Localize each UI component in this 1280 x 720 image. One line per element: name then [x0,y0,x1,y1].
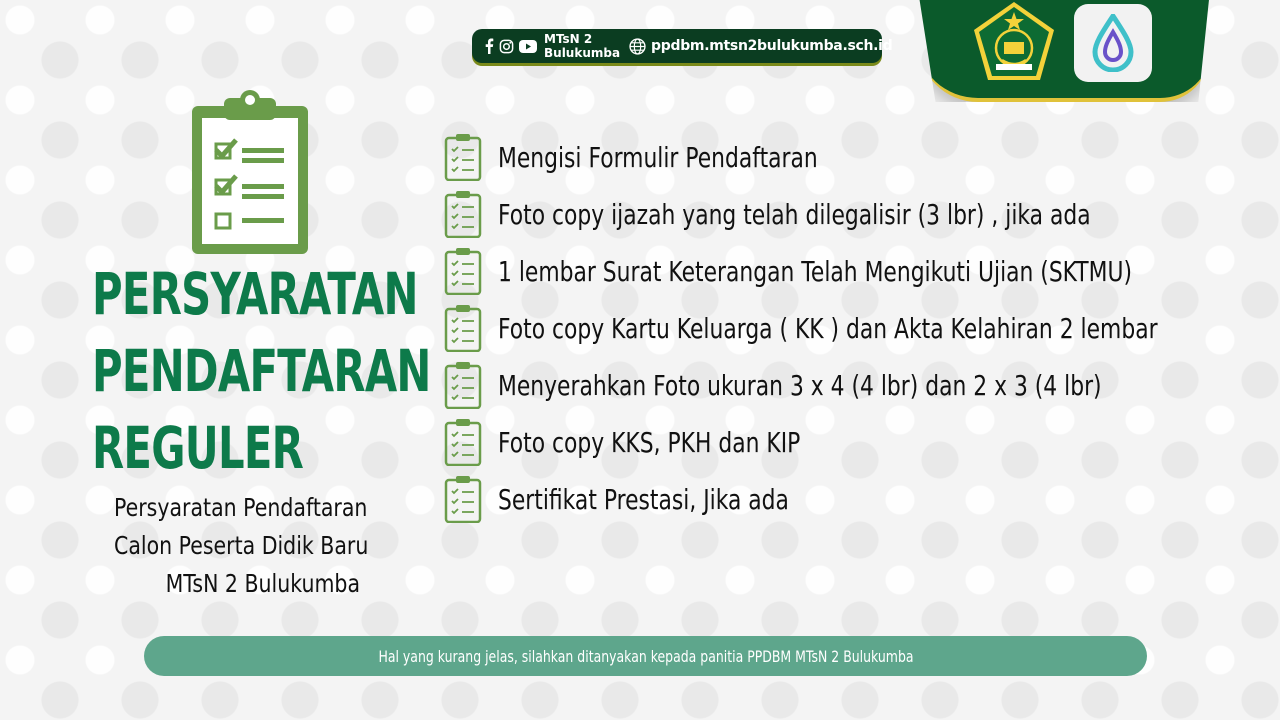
logo-banner [918,0,1210,102]
requirement-text: Foto copy ijazah yang telah dilegalisir (3 lbr) , jika ada [498,197,1091,231]
title-line-2: PENDAFTARAN [92,337,431,405]
title-line-3: REGULER [92,414,304,482]
subtitle [60,489,369,603]
requirement-text: Mengisi Formulir Pendaftaran [498,140,818,174]
small-clipboard-icon [444,190,482,238]
requirement-text: Foto copy Kartu Keluarga ( KK ) dan Akta Kelahiran 2 lembar [498,311,1158,345]
globe-icon [629,38,646,55]
clipboard-checklist-icon [186,88,314,256]
subtitle-line-3: MTsN 2 Bulukumba [165,569,360,598]
page-title [92,256,431,487]
requirement-text: 1 lembar Surat Keterangan Telah Mengikuti Ujian (SKTMU) [498,254,1133,288]
list-item [444,474,871,524]
social-bar [472,29,893,63]
website-link[interactable]: ppdbm.mtsn2bulukumba.sch.id [651,38,893,54]
list-item [444,360,1272,410]
instagram-icon[interactable] [499,39,514,54]
list-item [444,417,886,467]
footer-note [144,636,1147,676]
requirement-text: Foto copy KKS, PKH dan KIP [498,425,801,459]
facebook-icon[interactable] [484,38,494,54]
small-clipboard-icon [444,361,482,409]
requirement-text: Menyerahkan Foto ukuran 3 x 4 (4 lbr) dan 2 x 3 (4 lbr) [498,368,1102,402]
app-drop-logo [1074,4,1152,82]
list-item [444,246,1280,296]
subtitle-line-2: Calon Peserta Didik Baru [114,531,369,560]
title-line-1: PERSYARATAN [92,260,418,328]
list-item [444,132,908,182]
small-clipboard-icon [444,304,482,352]
kemenag-logo [970,0,1058,84]
subtitle-line-1: Persyaratan Pendaftaran [114,493,368,522]
footer-text: Hal yang kurang jelas, silahkan ditanyakan kepada panitia PPDBM MTsN 2 Bulukumba [377,646,914,666]
requirement-text: Sertifikat Prestasi, Jika ada [498,482,789,516]
brand-name: MTsN 2 Bulukumba [544,32,621,60]
small-clipboard-icon [444,475,482,523]
list-item [444,303,1280,353]
youtube-icon[interactable] [519,40,537,53]
small-clipboard-icon [444,418,482,466]
small-clipboard-icon [444,247,482,295]
small-clipboard-icon [444,133,482,181]
list-item [444,189,1258,239]
